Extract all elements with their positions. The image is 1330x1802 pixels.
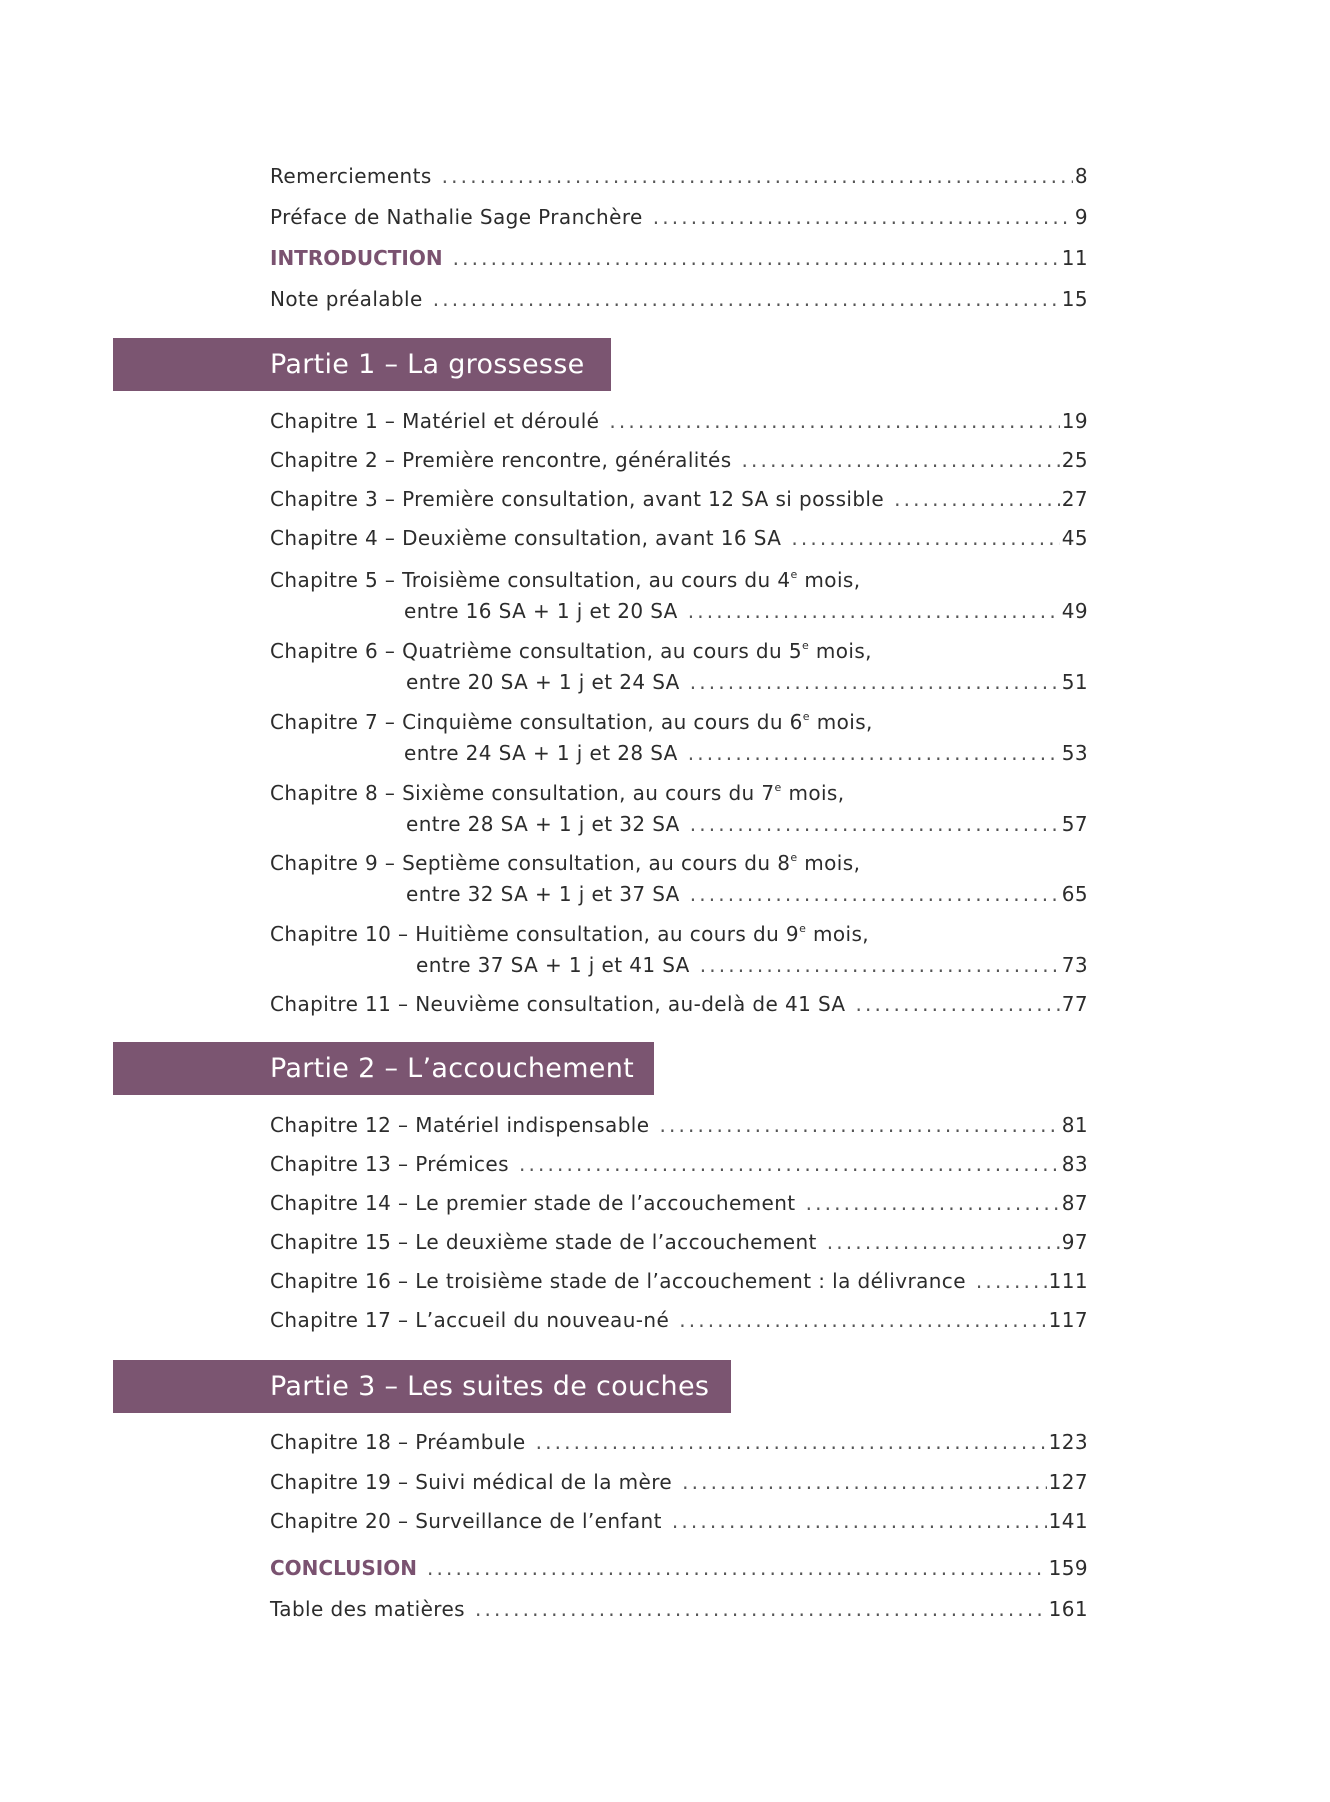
toc-entry-label-end: mois, — [809, 710, 873, 734]
toc-entry-label: Chapitre 16 – Le troisième stade de l’accouchement : la délivrance — [270, 1269, 966, 1293]
toc-entry-label: Chapitre 20 – Surveillance de l’enfant — [270, 1509, 662, 1533]
ordinal-suffix: e — [790, 851, 798, 864]
toc-page-number: 65 — [1061, 882, 1088, 906]
toc-entry-label-end: mois, — [806, 922, 870, 946]
leader-dots — [688, 741, 1060, 765]
leader-dots — [700, 953, 1060, 977]
toc-entry-chapitre-16[interactable] — [270, 1269, 1088, 1293]
toc-entry-label: entre 37 SA + 1 j et 41 SA — [416, 953, 690, 977]
toc-entry-label: Chapitre 14 – Le premier stade de l’accouchement — [270, 1191, 796, 1215]
leader-dots — [679, 1308, 1046, 1332]
toc-entry-label: Chapitre 9 – Septième consultation, au cours du 8 — [270, 851, 791, 875]
leader-dots — [856, 992, 1060, 1016]
toc-entry-label: Préface de Nathalie Sage Pranchère — [270, 205, 643, 229]
toc-entry-chapitre-19[interactable] — [270, 1470, 1088, 1494]
toc-page-number: 111 — [1048, 1269, 1088, 1293]
toc-entry-label: INTRODUCTION — [270, 246, 443, 270]
part-2-heading[interactable]: Partie 2 – L’accouchement — [113, 1042, 654, 1095]
toc-entry-chapitre-20[interactable] — [270, 1509, 1088, 1533]
leader-dots — [672, 1509, 1047, 1533]
toc-entry-chapitre-11[interactable] — [270, 992, 1088, 1016]
leader-dots — [453, 246, 1060, 270]
toc-entry-label: Chapitre 3 – Première consultation, avant 12 SA si possible — [270, 487, 885, 511]
toc-entry-chapitre-9[interactable] — [406, 882, 1088, 906]
toc-entry-introduction[interactable] — [270, 246, 1088, 270]
leader-dots — [976, 1269, 1047, 1293]
toc-page-number: 73 — [1061, 953, 1088, 977]
toc-entry-label: Chapitre 12 – Matériel indispensable — [270, 1113, 650, 1137]
toc-entry-label: Note préalable — [270, 287, 423, 311]
leader-dots — [659, 1113, 1059, 1137]
toc-entry-label: CONCLUSION — [270, 1556, 417, 1580]
toc-entry-label-end: mois, — [797, 568, 861, 592]
toc-entry-conclusion[interactable] — [270, 1556, 1088, 1580]
toc-page-number: 8 — [1074, 164, 1088, 188]
toc-page-number: 27 — [1061, 487, 1088, 511]
leader-dots — [690, 882, 1060, 906]
toc-entry-chapitre-12[interactable] — [270, 1113, 1088, 1137]
leader-dots — [682, 1470, 1047, 1494]
toc-entry-label: Chapitre 5 – Troisième consultation, au cours du 4 — [270, 568, 791, 592]
toc-entry-label: entre 24 SA + 1 j et 28 SA — [404, 741, 678, 765]
toc-page-number: 15 — [1061, 287, 1088, 311]
toc-entry-chapitre-7[interactable] — [404, 741, 1088, 765]
toc-page-number: 11 — [1061, 246, 1088, 270]
toc-entry-label-end: mois, — [797, 851, 861, 875]
part-1-heading[interactable]: Partie 1 – La grossesse — [113, 338, 611, 391]
leader-dots — [806, 1191, 1060, 1215]
toc-page-number: 159 — [1048, 1556, 1088, 1580]
toc-entry-chapitre-3[interactable] — [270, 487, 1088, 511]
toc-entry-chapitre-7-line1[interactable] — [270, 710, 873, 734]
toc-entry-chapitre-5[interactable] — [404, 599, 1088, 623]
toc-entry-label: Chapitre 19 – Suivi médical de la mère — [270, 1470, 673, 1494]
toc-entry-label: entre 16 SA + 1 j et 20 SA — [404, 599, 678, 623]
toc-page-number: 81 — [1061, 1113, 1088, 1137]
toc-entry-label: Chapitre 11 – Neuvième consultation, au-delà de 41 SA — [270, 992, 846, 1016]
leader-dots — [427, 1556, 1047, 1580]
leader-dots — [519, 1152, 1060, 1176]
toc-entry-label: entre 28 SA + 1 j et 32 SA — [406, 812, 680, 836]
toc-page-number: 25 — [1061, 448, 1088, 472]
ordinal-suffix: e — [799, 922, 807, 935]
toc-entry-label-end: mois, — [781, 781, 845, 805]
toc-entry-chapitre-4[interactable] — [270, 526, 1088, 550]
toc-entry-label: Chapitre 6 – Quatrième consultation, au cours du 5 — [270, 639, 802, 663]
toc-entry-label: Chapitre 15 – Le deuxième stade de l’accouchement — [270, 1230, 817, 1254]
ordinal-suffix: e — [790, 568, 798, 581]
toc-entry-note-prealable[interactable] — [270, 287, 1088, 311]
leader-dots — [791, 526, 1059, 550]
toc-entry-chapitre-15[interactable] — [270, 1230, 1088, 1254]
toc-entry-chapitre-6-line1[interactable] — [270, 639, 872, 663]
toc-entry-preface[interactable] — [270, 205, 1088, 229]
leader-dots — [690, 670, 1060, 694]
toc-entry-chapitre-13[interactable] — [270, 1152, 1088, 1176]
toc-page-number: 45 — [1061, 526, 1088, 550]
toc-page-number: 49 — [1061, 599, 1088, 623]
toc-page-number: 117 — [1048, 1308, 1088, 1332]
toc-page-number: 77 — [1061, 992, 1088, 1016]
toc-entry-label: entre 20 SA + 1 j et 24 SA — [406, 670, 680, 694]
leader-dots — [433, 287, 1060, 311]
toc-entry-label: Chapitre 1 – Matériel et déroulé — [270, 409, 600, 433]
toc-entry-label: Chapitre 2 – Première rencontre, généralités — [270, 448, 732, 472]
leader-dots — [894, 487, 1060, 511]
toc-entry-chapitre-17[interactable] — [270, 1308, 1088, 1332]
toc-entry-chapitre-8[interactable] — [406, 812, 1088, 836]
toc-entry-chapitre-10-line1[interactable] — [270, 922, 869, 946]
toc-page-number: 127 — [1048, 1470, 1088, 1494]
toc-page-number: 9 — [1074, 205, 1088, 229]
toc-page-number: 87 — [1061, 1191, 1088, 1215]
toc-entry-chapitre-6[interactable] — [406, 670, 1088, 694]
leader-dots — [442, 164, 1073, 188]
toc-page-number: 19 — [1061, 409, 1088, 433]
ordinal-suffix: e — [801, 639, 810, 652]
part-3-heading[interactable]: Partie 3 – Les suites de couches — [113, 1360, 731, 1413]
toc-entry-chapitre-14[interactable] — [270, 1191, 1088, 1215]
toc-page-number: 123 — [1048, 1430, 1088, 1454]
toc-entry-label: Table des matières — [270, 1597, 466, 1621]
toc-entry-remerciements[interactable] — [270, 164, 1088, 188]
leader-dots — [827, 1230, 1060, 1254]
toc-page-number: 141 — [1048, 1509, 1088, 1533]
toc-entry-label: Remerciements — [270, 164, 432, 188]
leader-dots — [609, 409, 1059, 433]
toc-entry-chapitre-1[interactable] — [270, 409, 1088, 433]
toc-page-number: 161 — [1048, 1597, 1088, 1621]
toc-page-number: 83 — [1061, 1152, 1088, 1176]
toc-entry-table-des-matieres[interactable] — [270, 1597, 1088, 1621]
leader-dots — [653, 205, 1073, 229]
toc-entry-chapitre-18[interactable] — [270, 1430, 1088, 1454]
toc-entry-chapitre-10[interactable] — [416, 953, 1088, 977]
toc-page-number: 51 — [1061, 670, 1088, 694]
ordinal-suffix: e — [802, 710, 810, 723]
toc-entry-chapitre-8-line1[interactable] — [270, 781, 845, 805]
toc-entry-chapitre-5-line1[interactable] — [270, 568, 860, 592]
toc-entry-label: Chapitre 10 – Huitième consultation, au cours du 9 — [270, 922, 800, 946]
toc-entry-label: Chapitre 8 – Sixième consultation, au cours du 7 — [270, 781, 775, 805]
leader-dots — [742, 448, 1060, 472]
toc-entry-label: Chapitre 7 – Cinquième consultation, au cours du 6 — [270, 710, 803, 734]
leader-dots — [475, 1597, 1047, 1621]
toc-entry-label-end: mois, — [809, 639, 872, 663]
toc-page-number: 57 — [1061, 812, 1088, 836]
toc-entry-label: Chapitre 18 – Préambule — [270, 1430, 526, 1454]
toc-entry-chapitre-9-line1[interactable] — [270, 851, 860, 875]
toc-page-number: 53 — [1061, 741, 1088, 765]
leader-dots — [690, 812, 1060, 836]
toc-entry-label: Chapitre 13 – Prémices — [270, 1152, 509, 1176]
ordinal-suffix: e — [774, 781, 782, 794]
leader-dots — [536, 1430, 1047, 1454]
toc-entry-label: entre 32 SA + 1 j et 37 SA — [406, 882, 680, 906]
toc-entry-label: Chapitre 17 – L’accueil du nouveau-né — [270, 1308, 670, 1332]
leader-dots — [688, 599, 1060, 623]
toc-entry-chapitre-2[interactable] — [270, 448, 1088, 472]
toc-entry-label: Chapitre 4 – Deuxième consultation, avant 16 SA — [270, 526, 782, 550]
toc-page-number: 97 — [1061, 1230, 1088, 1254]
